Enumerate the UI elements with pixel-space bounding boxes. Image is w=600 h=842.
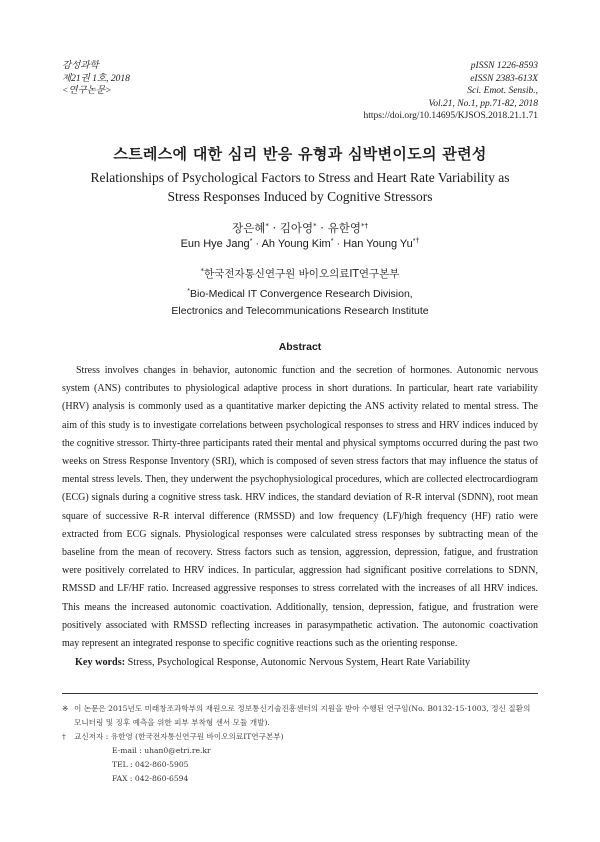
email-line[interactable]: E-mail : uhan0@etri.re.kr (112, 746, 211, 755)
author-1-ko: 장은혜 (232, 221, 266, 235)
author-separator: · (268, 221, 280, 235)
author-3-ko: 유한영 (327, 221, 361, 235)
affiliation-mark: * (200, 267, 205, 275)
affiliation-mark: * (330, 238, 334, 245)
journal-header-left (62, 60, 130, 98)
affiliation-mark: * (187, 288, 190, 295)
affiliation-english (0, 286, 600, 320)
abstract-body: Stress involves changes in behavior, autonomic function and the secretion of hormones. Autonomic nervous system (ANS) contributes to physiological adaptive process in short durations. In particular, heart rate variability (HRV) analysis is commonly used as a quantitative marker depicting the ANS activity related to mental stress. The aim of this study is to investigate correlations between psychological responses to stress and HRV indices induced by the cognitive stressor. Thirty-three participants rated their mental and physical symptoms occurred during the past two weeks on Stress Response Inventory (SRI), which is composed of seven stress factors that may influence the status of mental stress levels. Then, they underwent the psychophysiological procedures, which are collected electrocardiogram (ECG) signals during a cognitive stress task. HRV indices, the standard deviation of R-R interval (SDNN), root mean square of successive R-R interval difference (RMSSD) and low frequency (LF)/high frequency (HF) ratio were extracted from ECG signals. Physiological responses were calculated stress responses by subtracting mean of the baseline from the mean of recovery. Stress factors such as tension, aggression, depression, fatigue, and frustration were positively correlated to HRV indices. In particular, aggression had significant positive correlations to SDNN, RMSSD and LF/HF ratio. Increased aggressive responses to stress correlated with the increases of all HRV indices. This means the increased autonomic coactivation. Additionally, tension, depression, fatigue, and frustration were positively associated with RMSSD reflecting increases in parasympathetic activation. The autonomic coactivation may represent an integrated response to specific cognitive reactions such as the orienting response. (62, 365, 538, 650)
corresponding-mark: *† (412, 238, 420, 245)
author-2-ko: 김아영 (279, 221, 314, 235)
author-1-en: Eun Hye Jang (180, 238, 250, 250)
authors-korean (0, 220, 600, 236)
affiliation-ko-text: 한국전자통신연구원 바이오의료IT연구본부 (204, 268, 400, 280)
journal-volume-ko: 제21권 1호, 2018 (62, 73, 130, 84)
journal-volume-en: Vol.21, No.1, pp.71-82, 2018 (428, 98, 538, 109)
title-english: Relationships of Psychological Factors to Stress and Heart Rate Variability as Stress Responses Induced by Cognitive Stressors (90, 170, 510, 204)
author-3-en: Han Young Yu (343, 238, 413, 250)
tel-line: TEL : 042-860-5905 (112, 760, 189, 769)
reference-mark: ※ (62, 704, 69, 713)
article-type: <연구논문> (62, 86, 112, 96)
doi-link[interactable]: https://doi.org/10.14695/KJSOS.2018.21.1.71 (363, 111, 538, 121)
affiliation-en-line-1: Bio-Medical IT Convergence Research Division, (189, 288, 413, 300)
keywords-label: Key words: (75, 657, 126, 668)
corresponding-mark: *† (360, 222, 368, 230)
affiliation-mark: * (265, 222, 269, 230)
journal-name-ko: 감성과학 (62, 61, 99, 71)
corresponding-author-text: 교신저자 : 유한영 (한국전자통신연구원 바이오의료IT연구본부) (74, 732, 284, 741)
author-2-en: Ah Young Kim (261, 238, 331, 250)
pissn: pISSN 1226-8593 (470, 61, 538, 71)
corresponding-author-note (62, 730, 538, 744)
footnotes (62, 702, 538, 786)
funding-note-text: 이 논문은 2015년도 미래창조과학부의 재원으로 정보통신기술진흥센터의 지원을 받아 수행된 연구임(No. B0132-15-1003, 정신 질환의 모니터링 및 징후 예측을 위한 피부 부착형 센서 모듈 개발). (74, 704, 531, 727)
eissn: eISSN 2383-613X (470, 73, 538, 84)
keywords-list: Stress, Psychological Response, Autonomic Nervous System, Heart Rate Variability (127, 657, 471, 668)
author-separator: · (333, 238, 344, 250)
affiliation-en-line-2: Electronics and Telecommunications Research Institute (171, 305, 429, 317)
affiliation-mark: * (313, 222, 317, 230)
title-korean: 스트레스에 대한 심리 반응 유형과 심박변이도의 관련성 (113, 145, 487, 163)
dagger-mark: † (62, 732, 66, 741)
keywords (75, 657, 545, 668)
journal-name-en: Sci. Emot. Sensib., (467, 86, 538, 96)
fax-line: FAX : 042-860-6594 (112, 774, 189, 783)
funding-note (62, 702, 538, 730)
author-separator: · (252, 238, 262, 250)
abstract-heading: Abstract (278, 341, 322, 353)
footnote-divider (62, 693, 538, 694)
author-separator: · (316, 221, 328, 235)
authors-english (0, 238, 600, 250)
journal-header-right (363, 60, 538, 123)
affiliation-mark: * (249, 238, 253, 245)
affiliation-korean (0, 266, 600, 281)
